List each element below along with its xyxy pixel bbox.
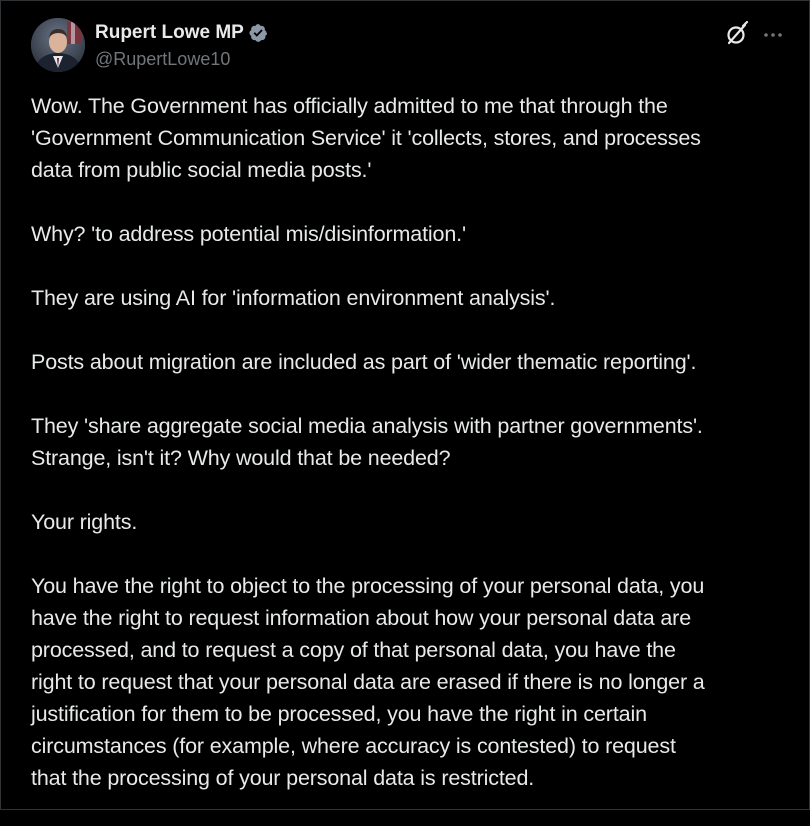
tweet-paragraph	[31, 346, 791, 378]
tweet-text-line: Posts about migration are included as part of 'wider thematic reporting'.	[31, 350, 697, 374]
tweet-paragraph	[31, 218, 791, 250]
tweet-paragraph	[31, 506, 791, 538]
author-name-row[interactable]	[95, 20, 268, 46]
tweet-paragraph	[31, 90, 791, 186]
tweet-text-line: Why? 'to address potential mis/disinformation.'	[31, 222, 466, 246]
tweet-paragraph	[31, 570, 791, 794]
tweet-text-line: You have the right to object to the processing of your personal data, you	[31, 574, 705, 598]
tweet-text-line: Your rights.	[31, 510, 138, 534]
tweet-text-line: processed, and to request a copy of that personal data, you have the	[31, 638, 676, 662]
author-display-name[interactable]: Rupert Lowe MP	[95, 22, 244, 43]
tweet-text-line: 'Government Communication Service' it 'collects, stores, and processes	[31, 126, 701, 150]
tweet-text-line: have the right to request information about how your personal data are	[31, 606, 692, 630]
tweet-paragraph	[31, 282, 791, 314]
tweet-text-line: circumstances (for example, where accuracy is contested) to request	[31, 734, 676, 758]
tweet-text	[31, 90, 791, 826]
tweet-text-line: They are using AI for 'information environment analysis'.	[31, 286, 556, 310]
tweet-text-line: data from public social media posts.'	[31, 158, 372, 182]
tweet-text-line: justification for them to be processed, you have the right in certain	[31, 702, 647, 726]
avatar[interactable]	[31, 18, 85, 72]
tweet-text-line: They 'share aggregate social media analysis with partner governments'.	[31, 414, 703, 438]
tweet-header	[31, 18, 781, 74]
grok-icon[interactable]	[724, 21, 750, 47]
more-options-icon[interactable]	[761, 23, 785, 47]
profile-photo	[31, 18, 85, 72]
author-handle[interactable]: @RupertLowe10	[95, 49, 231, 69]
author-info	[95, 20, 268, 70]
tweet-text-line: right to request that your personal data are erased if there is no longer a	[31, 670, 705, 694]
tweet-paragraph	[31, 410, 791, 474]
tweet-text-line: that the processing of your personal data is restricted.	[31, 766, 535, 790]
tweet-text-line: Strange, isn't it? Why would that be needed?	[31, 446, 451, 470]
tweet-text-line: Wow. The Government has officially admitted to me that through the	[31, 94, 668, 118]
verified-badge-icon	[248, 23, 268, 43]
